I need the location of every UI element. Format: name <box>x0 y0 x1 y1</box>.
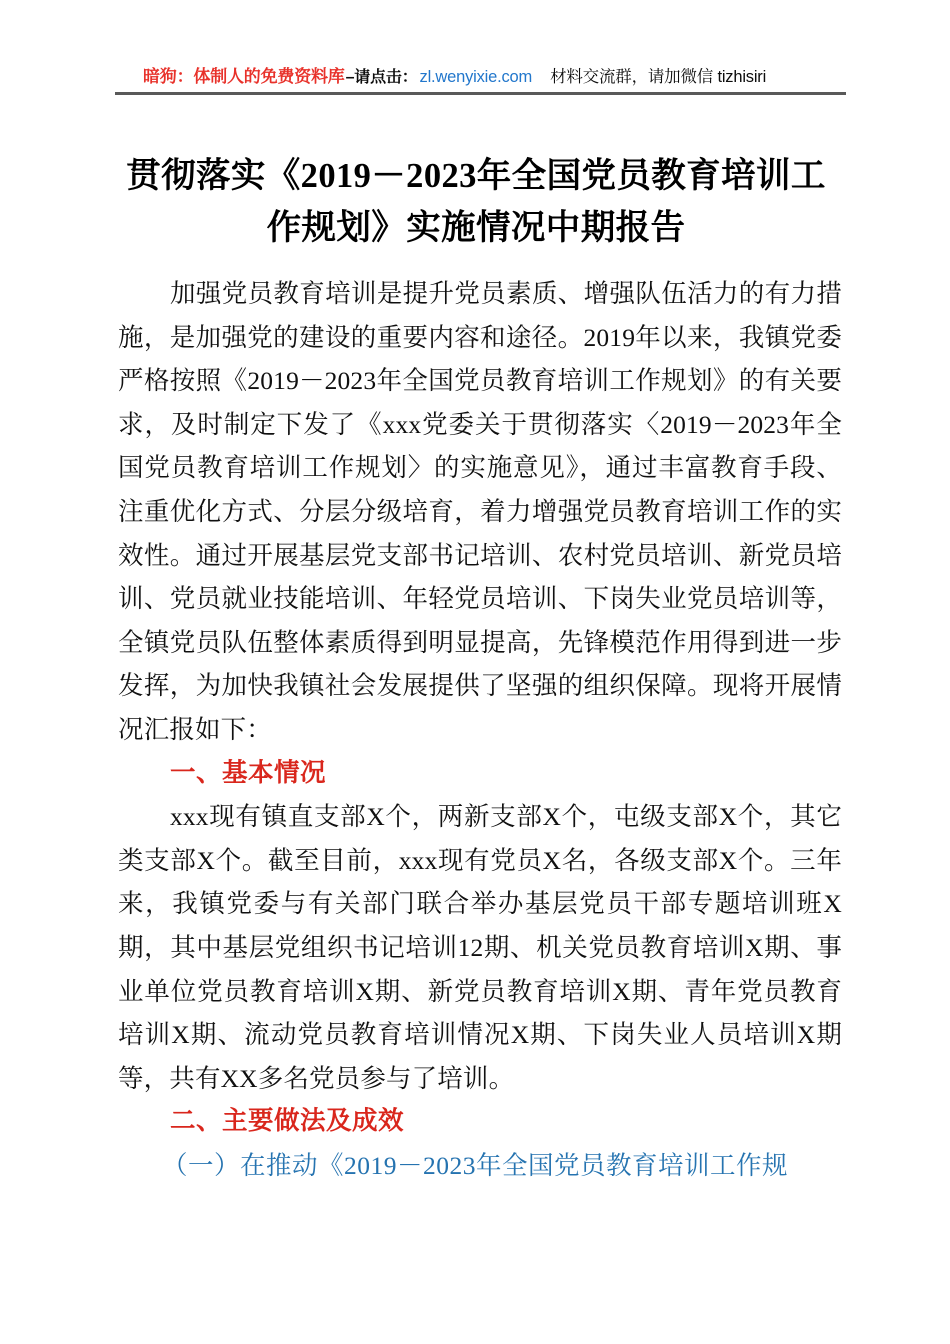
document-body <box>118 272 842 1187</box>
promo-click-prompt: –请点击： <box>345 69 418 86</box>
promo-wechat-text: 材料交流群，请加微信 tizhisiri <box>550 68 767 86</box>
heading-section-two: 二、主要做法及成效 <box>170 1107 405 1136</box>
paragraph-overview: 加强党员教育培训是提升党员素质、增强队伍活力的有力措施，是加强党的建设的重要内容和途径。2019年以来，我镇党委严格按照《2019－2023年全国党员教育培训工作规划》的有关要求，及时制定下发了《xxx党委关于贯彻落实〈2019－2023年全国党员教育培训工作规划〉的实施意见》，通过丰富教育手段、注重优化方式、分层分级培育，着力增强党员教育培训工作的实效性。通过开展基层党支部书记培训、农村党员培训、新党员培训、党员就业技能培训、年轻党员培训、下岗失业党员培训等，全镇党员队伍整体素质得到明显提高，先锋模范作用得到进一步发挥，为加快我镇社会发展提供了坚强的组织保障。现将开展情况汇报如下： <box>118 279 842 744</box>
heading-section-one: 一、基本情况 <box>170 758 327 787</box>
heading-subsection-one: （一）在推动《2019－2023年全国党员教育培训工作规 <box>162 1150 789 1180</box>
paragraph-basic-situation: xxx现有镇直支部X个，两新支部X个，屯级支部X个，其它类支部X个。截至目前，xxx现有党员X名，各级支部X个。三年来，我镇党委与有关部门联合举办基层党员干部专题培训班X期，其中基层党组织书记培训12期、机关党员教育培训X期、事业单位党员教育培训X期、新党员教育培训X期、青年党员教育培训X期、流动党员教育培训情况X期、下岗失业人员培训X期等，共有XX多名党员参与了培训。 <box>118 802 842 1093</box>
promo-banner <box>115 62 845 92</box>
promo-red-text: 暗狗：体制人的免费资料库 <box>143 67 345 86</box>
page-title: 贯彻落实《2019－2023年全国党员教育培训工作规划》实施情况中期报告 <box>126 157 826 247</box>
promo-divider-rule <box>115 92 846 95</box>
promo-website-link[interactable]: zl.wenyixie.com <box>419 68 533 86</box>
